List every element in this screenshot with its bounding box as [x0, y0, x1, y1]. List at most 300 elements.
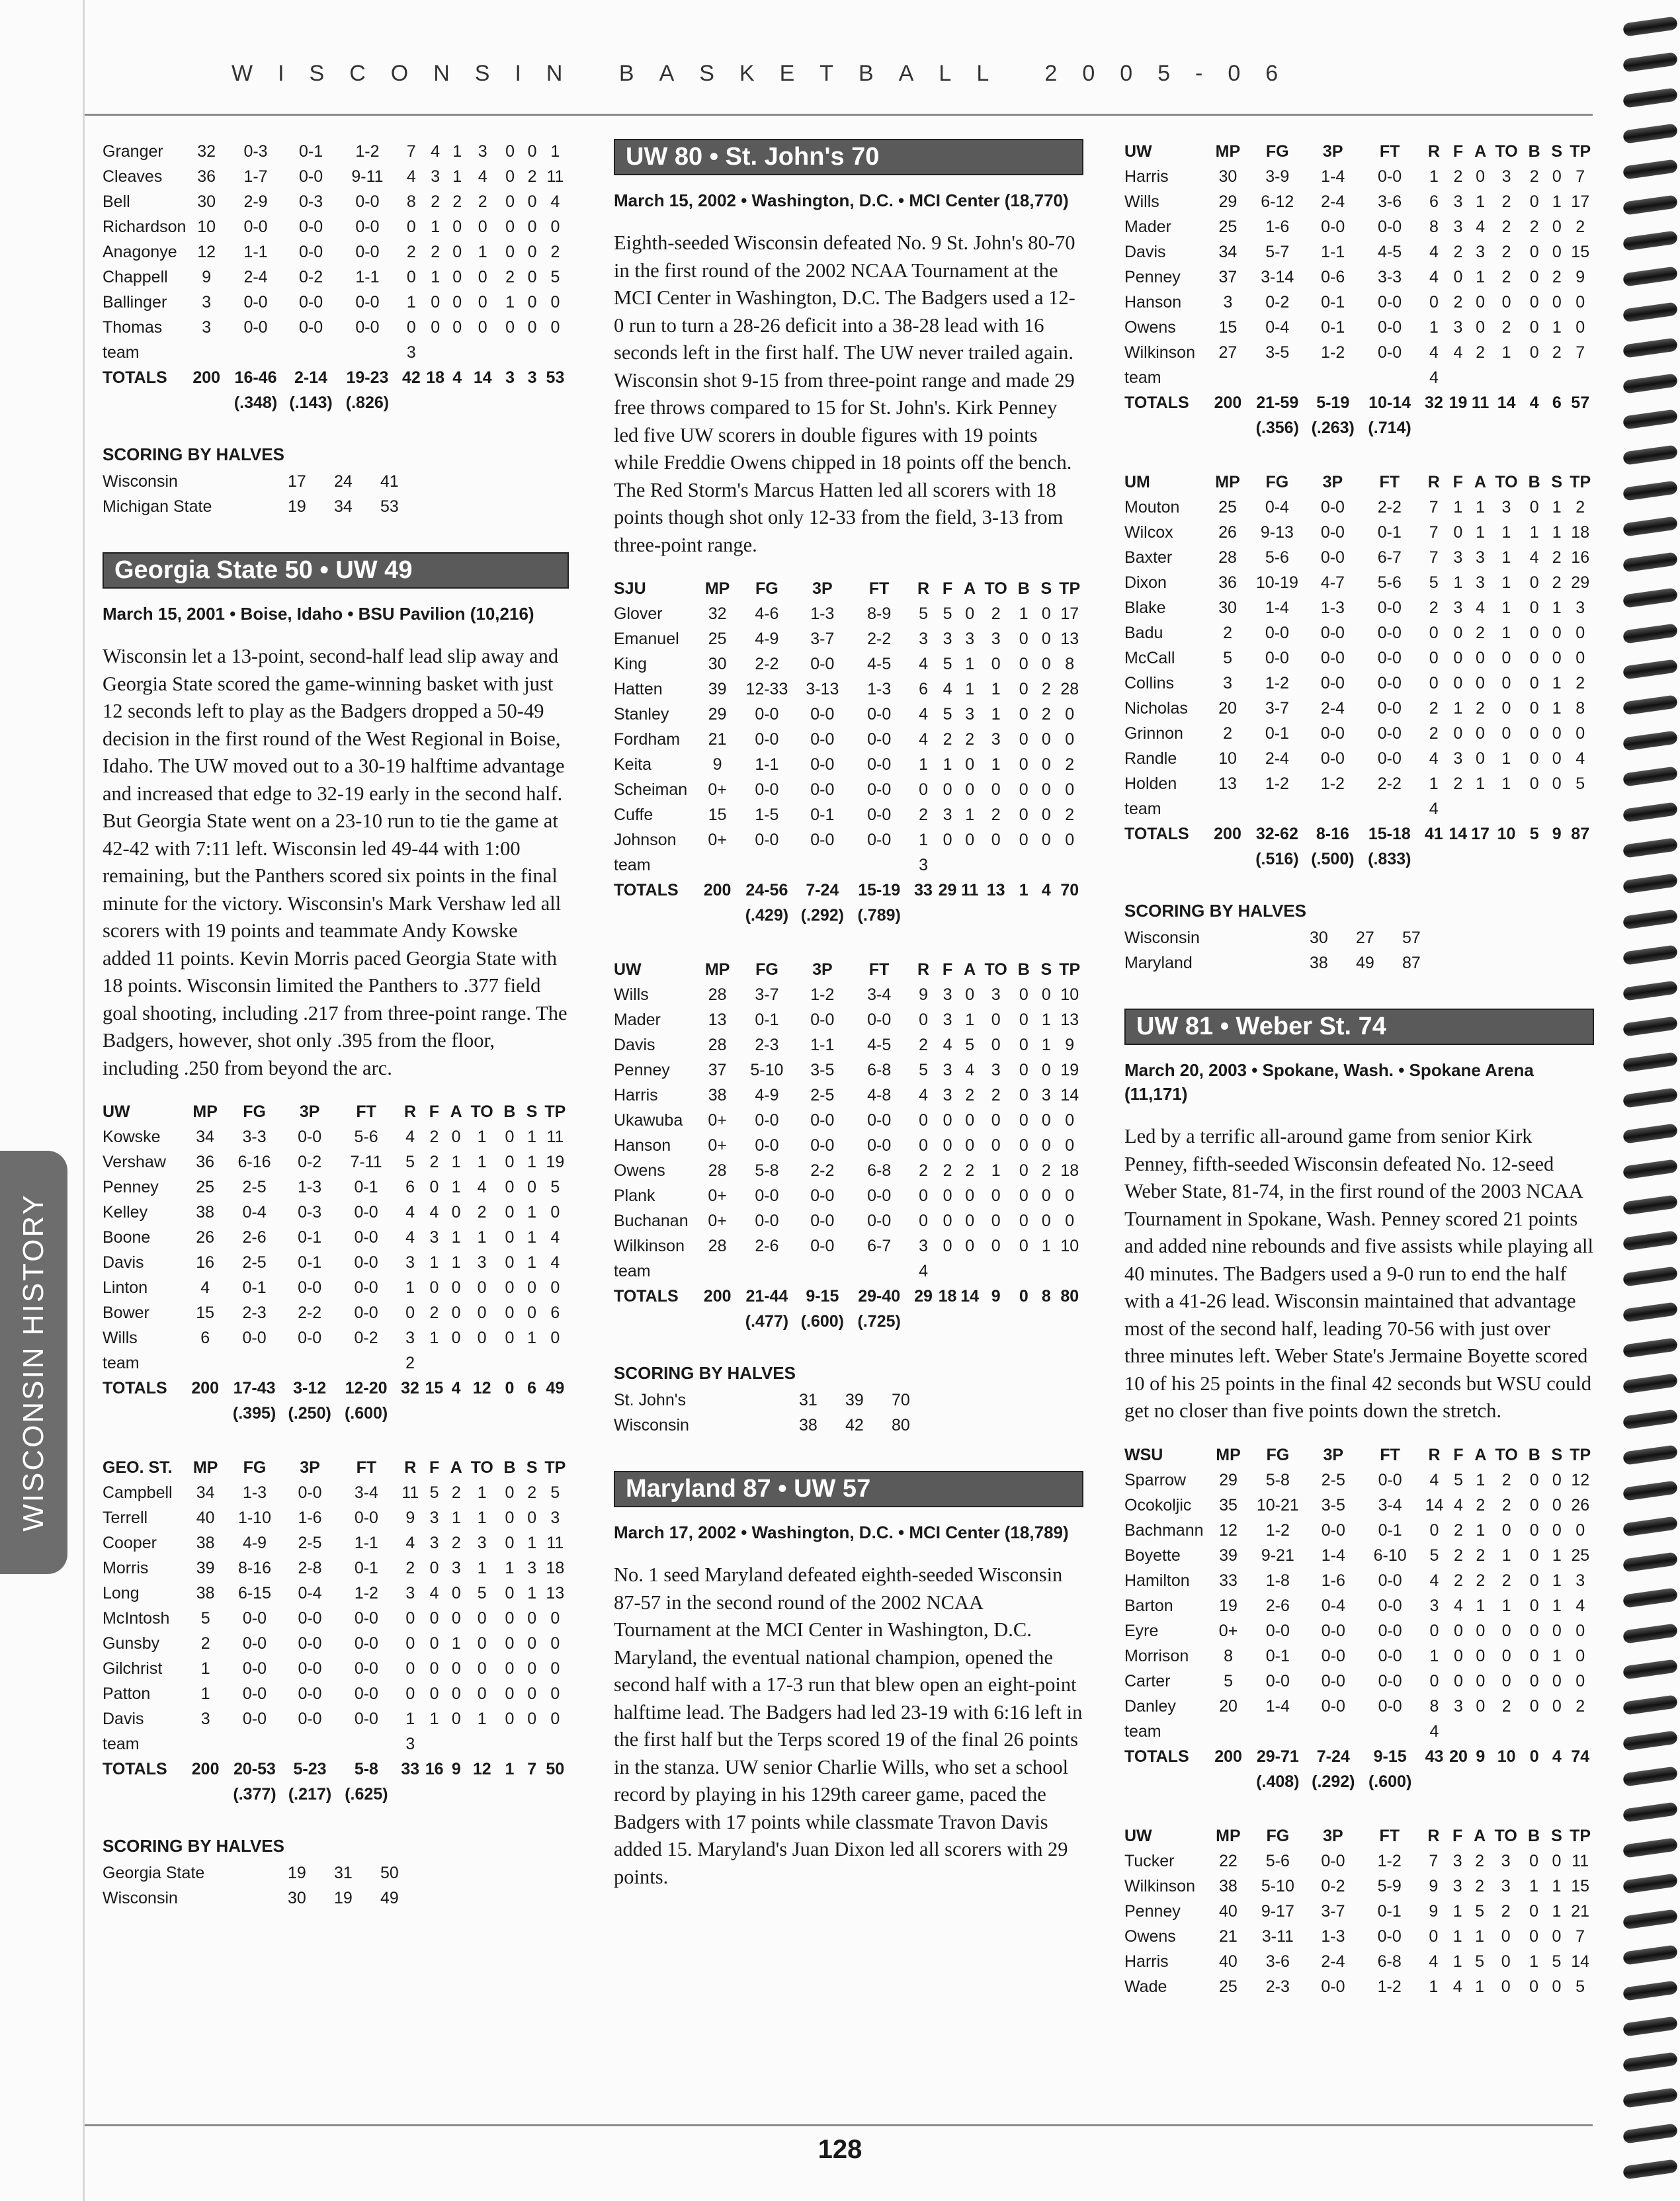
stat-cell: 3: [919, 1237, 928, 1255]
stat-cell: 0: [943, 1237, 952, 1255]
stat-cell: 6: [919, 680, 928, 698]
stat-cell: 0: [1575, 649, 1585, 667]
stat-cell: 2: [1575, 498, 1585, 517]
stat-cell: 1: [505, 293, 515, 311]
stat-cell: 0-0: [1265, 1671, 1290, 1690]
stat-cell: 11: [546, 1534, 564, 1552]
totals-cell: 5-19: [1316, 394, 1350, 412]
half-score: 19: [288, 497, 306, 516]
player-name: Davis: [614, 1036, 655, 1054]
stat-cell: 0: [527, 142, 537, 161]
stat-cell: 0: [1529, 599, 1539, 617]
stat-cell: 29: [1218, 192, 1238, 211]
stat-cell: 2: [1041, 705, 1051, 724]
stat-cell: 1: [451, 1228, 461, 1247]
stat-cell: 2: [550, 243, 560, 261]
totals-cell: 3: [505, 368, 515, 387]
column-header: FT: [868, 579, 890, 598]
player-name: Barton: [1124, 1596, 1173, 1615]
player-name: Randle: [1124, 749, 1177, 768]
stat-cell: 28: [708, 1237, 727, 1255]
column-header: FT: [868, 960, 890, 979]
stat-cell: 1: [429, 1710, 439, 1728]
stat-cell: 1: [1429, 167, 1439, 186]
stat-cell: 5: [1475, 1952, 1485, 1971]
half-score: 38: [1310, 954, 1328, 972]
column-header: FT: [1379, 473, 1400, 491]
stat-cell: 2: [1529, 167, 1539, 186]
stat-cell: 1: [1529, 1952, 1539, 1971]
stat-cell: 0-0: [1377, 749, 1402, 768]
stat-cell: 9: [1429, 1876, 1439, 1895]
totals-cell: 17-43: [233, 1379, 276, 1397]
stat-cell: 0: [1552, 167, 1562, 186]
column-header: FG: [1266, 1445, 1290, 1464]
stat-cell: 0-0: [810, 1186, 835, 1205]
stat-cell: [1566, 796, 1594, 821]
totals-cell: 12: [472, 1379, 491, 1397]
player-name: Tucker: [1124, 1851, 1175, 1870]
stat-cell: [467, 1731, 497, 1757]
stat-cell: 4-7: [1320, 573, 1345, 592]
stat-cell: 0-0: [1265, 649, 1289, 667]
stat-cell: 0: [1041, 755, 1051, 774]
stat-cell: 0-0: [810, 755, 835, 774]
stat-cell: [284, 1731, 335, 1757]
stat-cell: 3-6: [1265, 1952, 1290, 1971]
stat-cell: 0: [1019, 806, 1029, 824]
stat-cell: 0: [1019, 1111, 1029, 1130]
table-row: [103, 1124, 569, 1149]
stat-cell: 6-15: [237, 1584, 271, 1602]
stat-cell: 1: [452, 142, 462, 161]
totals-cell: 200: [1214, 1747, 1242, 1766]
stat-cell: 18: [546, 1559, 565, 1577]
stat-cell: 0-0: [810, 780, 835, 799]
player-name: Penney: [1124, 1901, 1181, 1921]
table-row: [614, 1259, 1083, 1284]
section-tab-label: WISCONSIN HISTORY: [17, 1193, 50, 1532]
stat-cell: 0: [1552, 749, 1562, 768]
table-row: [103, 214, 569, 239]
stat-cell: 0-1: [242, 1278, 267, 1297]
column-header: FG: [755, 960, 778, 979]
game-banner: UW 81 • Weber St. 74: [1124, 1009, 1594, 1045]
box-score-table: [614, 957, 1083, 1334]
spiral-ring: [1622, 1194, 1678, 1215]
stat-cell: 34: [196, 1483, 215, 1502]
stat-cell: 14: [1425, 1495, 1444, 1515]
totals-cell: 33: [914, 881, 933, 899]
spiral-ring: [1622, 2052, 1678, 2072]
stat-cell: 0-1: [354, 1559, 378, 1577]
stat-cell: 13: [546, 1584, 565, 1602]
stat-cell: 0-0: [298, 318, 323, 337]
stat-cell: 2-3: [755, 1036, 779, 1054]
stat-cell: 2-6: [242, 1228, 267, 1247]
stat-cell: [284, 1350, 335, 1376]
spiral-ring: [1622, 194, 1678, 215]
stat-cell: 2: [943, 1161, 952, 1180]
stat-cell: 3-7: [755, 985, 779, 1004]
table-row: [1124, 595, 1594, 620]
stat-cell: 1-8: [1265, 1571, 1290, 1590]
stat-cell: 26: [196, 1228, 215, 1247]
stat-cell: 0: [429, 1634, 439, 1653]
stat-cell: 0-0: [242, 1609, 267, 1628]
stat-cell: 14: [1060, 1086, 1079, 1104]
half-score: 53: [380, 497, 399, 516]
player-name: Patton: [103, 1684, 151, 1703]
stat-cell: 4: [1429, 1470, 1439, 1489]
column-header: S: [1551, 473, 1563, 491]
player-name: Morrison: [1124, 1646, 1189, 1665]
stat-cell: 4: [1575, 749, 1585, 768]
spiral-ring: [1622, 516, 1678, 536]
stat-cell: 10: [1060, 1237, 1079, 1255]
uw-box-score: [1124, 1823, 1594, 1999]
player-name: Ballinger: [103, 293, 167, 311]
table-row: [1124, 620, 1594, 645]
stat-cell: 0: [1041, 780, 1051, 799]
half-score: 38: [799, 1416, 818, 1434]
stat-cell: 0: [1041, 985, 1051, 1004]
stat-cell: 4: [406, 167, 416, 186]
team-name: Georgia State: [103, 1864, 205, 1882]
stat-cell: [958, 852, 981, 878]
stat-cell: 0-0: [810, 1111, 835, 1130]
spiral-ring: [1622, 552, 1678, 572]
stat-cell: [1359, 365, 1421, 390]
stat-cell: 0-0: [1321, 1621, 1345, 1640]
player-name: Fordham: [614, 730, 681, 749]
stat-cell: 39: [708, 680, 727, 698]
stat-cell: 2: [1552, 268, 1562, 286]
player-name: Long: [103, 1584, 140, 1602]
stat-cell: 2: [1454, 1571, 1463, 1590]
stat-cell: 2: [405, 1559, 415, 1577]
stat-cell: 3: [943, 1061, 952, 1079]
column-header: FG: [243, 1458, 267, 1477]
table-row: [103, 164, 569, 189]
stat-cell: 2: [478, 192, 487, 211]
stat-cell: 0: [405, 1684, 415, 1703]
stat-cell: 1: [1552, 1596, 1562, 1615]
totals-label: TOTALS: [614, 881, 679, 899]
stat-cell: 0: [478, 318, 487, 337]
stat-cell: 1-3: [867, 680, 892, 698]
stat-cell: 3-5: [1321, 1495, 1345, 1515]
spiral-ring: [1622, 266, 1678, 286]
box-score-table: [1124, 139, 1594, 440]
stat-cell: 3: [1453, 218, 1463, 236]
stat-cell: 20: [1218, 699, 1237, 718]
stat-cell: 33: [1219, 1571, 1238, 1590]
stat-cell: 0: [527, 268, 537, 286]
stat-cell: 3: [1453, 548, 1463, 567]
stat-cell: [1469, 796, 1491, 821]
stat-cell: 5: [200, 1609, 210, 1628]
totals-cell: 5-8: [354, 1760, 378, 1778]
stat-cell: [1447, 796, 1469, 821]
stat-cell: 0: [1529, 293, 1539, 311]
spiral-ring: [1622, 1980, 1678, 2001]
game-story: Wisconsin let a 13-point, second-half lead slip away and Georgia State scored the game-winning basket with just 12 seconds left to play as the Badgers dropped a 50-49 decision in the first round of the West Regional in Boise, Idaho. The UW moved out to a 30-19 halftime advantage and increased that edge to 32-19 early in the second half. But Georgia State went on a 23-10 run to tie the game at 42-42 with 7:11 left. Wisconsin led 49-44 with 1:00 remaining, but the Panthers scored six points in the final minute for the victory. Wisconsin's Mark Vershaw led all scorers with 19 points and teammate Andy Kowske added 11 points. Kevin Morris paced Georgia State with 18 points. Wisconsin limited the Panthers to .377 field goal shooting, including .217 from three-point range. The Badgers, however, shot only .395 from the floor, including .250 from beyond the arc.: [103, 645, 567, 1079]
stat-cell: 0-2: [298, 268, 323, 286]
stat-cell: 0-0: [354, 1278, 378, 1297]
stat-cell: 1: [451, 1509, 461, 1527]
stat-cell: 4: [1429, 1952, 1439, 1971]
stat-cell: 0: [1041, 1061, 1051, 1079]
stat-cell: [468, 340, 497, 365]
table-row: [1124, 1719, 1594, 1744]
spiral-ring: [1622, 1052, 1678, 1072]
stat-cell: [445, 1350, 467, 1376]
table-row: [614, 752, 1083, 777]
player-name: team: [103, 1354, 140, 1372]
stat-cell: 0: [477, 1329, 487, 1347]
stat-cell: 3: [550, 1509, 560, 1527]
stat-cell: 4: [405, 1128, 415, 1146]
page-edge: [83, 0, 85, 2201]
column-header: MP: [1215, 473, 1240, 491]
stat-cell: [1247, 365, 1308, 390]
stat-cell: 2: [1223, 724, 1232, 743]
stat-cell: 8-16: [237, 1559, 271, 1577]
team-header: UM: [1124, 473, 1150, 491]
stat-cell: 3-13: [806, 680, 839, 698]
stat-cell: 0: [1476, 649, 1485, 667]
stat-cell: 0: [1019, 985, 1029, 1004]
totals-cell: 200: [191, 1760, 220, 1778]
player-name: Wilkinson: [1124, 1876, 1195, 1895]
stat-cell: 1: [1429, 774, 1439, 793]
table-row: [103, 315, 569, 340]
table-row: [1124, 1518, 1594, 1543]
player-name: Wade: [1124, 1977, 1167, 1996]
stat-cell: 0: [505, 1584, 515, 1602]
percentage-cell: (.292): [1312, 1772, 1355, 1791]
spiral-ring: [1622, 1802, 1678, 1822]
spiral-ring: [1622, 766, 1678, 786]
stat-cell: [1547, 365, 1566, 390]
stat-cell: 1: [200, 1684, 210, 1703]
stat-cell: 0-0: [1320, 674, 1345, 692]
stat-cell: 0: [1552, 649, 1562, 667]
stat-cell: 9: [405, 1509, 415, 1527]
stat-cell: 14: [1571, 1952, 1590, 1971]
percentage-cell: (.789): [857, 906, 901, 925]
stat-cell: 13: [1218, 774, 1237, 793]
stat-cell: 0: [1065, 831, 1075, 849]
percentage-cell: (.477): [745, 1312, 789, 1331]
stat-cell: 1: [1476, 1520, 1486, 1540]
percentage-cell: (.395): [232, 1404, 276, 1423]
stat-cell: 0: [919, 1011, 928, 1029]
stat-cell: 1-2: [1321, 343, 1345, 362]
stat-cell: 0-0: [354, 1609, 378, 1628]
player-name: Bell: [103, 192, 130, 211]
stat-cell: 0: [1529, 268, 1539, 286]
stat-cell: 1: [527, 1203, 537, 1222]
stat-cell: 0: [451, 1584, 461, 1602]
stat-cell: 3-3: [242, 1128, 267, 1146]
stat-cell: 0: [1501, 649, 1511, 667]
stat-cell: 0: [527, 293, 537, 311]
stat-cell: 1: [477, 1710, 487, 1728]
stat-cell: 0: [550, 1659, 560, 1678]
team-header: WSU: [1124, 1445, 1163, 1464]
stat-cell: 0: [1529, 1901, 1539, 1921]
stat-cell: 2: [431, 192, 441, 211]
stat-cell: 0-0: [1377, 674, 1402, 692]
stat-cell: 12: [1571, 1470, 1590, 1489]
stat-cell: 0: [1041, 730, 1051, 749]
stat-cell: 0-0: [242, 1634, 267, 1653]
stat-cell: 1: [1476, 268, 1486, 286]
stat-cell: 0: [1552, 293, 1562, 311]
stat-cell: 19: [1060, 1061, 1079, 1079]
stat-cell: 1-3: [1320, 599, 1345, 617]
stat-cell: 0: [505, 1203, 515, 1222]
table-row: [1124, 1694, 1594, 1719]
stat-cell: 2: [1453, 293, 1463, 311]
stat-cell: 0-0: [1378, 1470, 1402, 1489]
stat-cell: 0-0: [755, 1111, 779, 1130]
stat-cell: 2: [451, 1534, 461, 1552]
stat-cell: 2-2: [867, 630, 892, 648]
stat-cell: 4-9: [755, 630, 779, 648]
stat-cell: 4-9: [242, 1534, 267, 1552]
stat-cell: 0-1: [298, 1228, 322, 1247]
table-row: [103, 265, 569, 290]
stat-cell: 0: [991, 1011, 1001, 1029]
stat-cell: 1-2: [1265, 774, 1289, 793]
stat-cell: [523, 340, 542, 365]
stat-cell: 9: [1065, 1036, 1075, 1054]
totals-cell: 19-23: [346, 368, 389, 387]
game-story: No. 1 seed Maryland defeated eighth-seeded Wisconsin 87-57 in the second round of the 2002 NCAA Tournament at the MCI Center in Washington, D.C. Maryland, the eventual national champion, opened the second half with a 17-3 run that blew open an eight-point halftime lead. The Badgers had led 23-19 with 6:16 left in the first half but the Terps scored 19 of the final 26 points in the stanza. UW senior Charlie Wills, who set a school record by playing in his 129th career game, paced the Badgers with 17 points while classmate Travon Davis added 15. Maryland's Juan Dixon led all scorers with 29 points.: [614, 1563, 1083, 1888]
stat-cell: 3-5: [1265, 343, 1290, 362]
stat-cell: 1-1: [243, 243, 268, 261]
stat-cell: 0: [452, 243, 462, 261]
stat-cell: 32: [197, 142, 216, 161]
stat-cell: 0: [405, 1659, 415, 1678]
stat-cell: [937, 1259, 959, 1284]
stat-cell: [335, 1731, 398, 1757]
stat-cell: 0: [991, 831, 1001, 849]
half-score: 30: [288, 1889, 306, 1907]
stat-cell: [1566, 1719, 1594, 1744]
column-header: F: [1452, 142, 1464, 161]
stat-cell: 5: [550, 1483, 560, 1502]
spiral-ring: [1622, 444, 1678, 465]
player-name: Mouton: [1124, 498, 1180, 517]
stat-cell: 7: [1575, 343, 1585, 362]
totals-cell: 42: [401, 368, 421, 387]
stat-cell: 18: [1060, 1161, 1079, 1180]
stat-cell: 0-3: [298, 1203, 322, 1222]
stat-cell: 1-4: [1321, 1546, 1345, 1565]
stat-cell: 12: [1219, 1520, 1238, 1540]
half-score: 19: [334, 1889, 353, 1907]
half-score: 27: [1356, 929, 1374, 947]
stat-cell: 3: [919, 630, 928, 648]
table-row: [1124, 1848, 1594, 1874]
table-row: [1124, 520, 1594, 545]
stat-cell: 0: [1552, 1495, 1562, 1515]
halves-row: [103, 1860, 427, 1886]
table-row: [1124, 746, 1594, 771]
column-header: B: [1528, 473, 1540, 491]
player-name: Wilkinson: [614, 1237, 685, 1255]
stat-cell: [446, 340, 468, 365]
team-header: UW: [103, 1102, 130, 1121]
stat-cell: 0: [505, 1710, 515, 1728]
stat-cell: [542, 340, 569, 365]
totals-cell: 0: [505, 1379, 515, 1397]
table-row: [1124, 1593, 1594, 1618]
team-header: GEO. ST.: [103, 1458, 173, 1477]
stat-cell: 1: [1529, 1876, 1539, 1895]
stat-cell: [225, 1731, 284, 1757]
half-score: 31: [799, 1391, 818, 1409]
spiral-ring: [1622, 159, 1678, 179]
stat-cell: 0-0: [1378, 1646, 1402, 1665]
column-header: TO: [1495, 473, 1518, 491]
totals-cell: 43: [1425, 1747, 1444, 1766]
column-header: B: [503, 1102, 516, 1121]
stat-cell: 5-7: [1265, 243, 1290, 261]
player-name: Davis: [103, 1710, 144, 1728]
stat-cell: 4: [1429, 268, 1439, 286]
totals-cell: 3-12: [293, 1379, 327, 1397]
totals-cell: 11: [960, 881, 979, 899]
table-row: [1124, 1468, 1594, 1493]
column-header: TO: [984, 960, 1007, 979]
stat-cell: 2: [200, 1634, 210, 1653]
stat-cell: 0: [1552, 1977, 1562, 1996]
stat-cell: 2: [1575, 674, 1585, 692]
totals-row: [1124, 390, 1594, 415]
stat-cell: 0-0: [810, 730, 835, 749]
stat-cell: 0: [1429, 293, 1439, 311]
player-name: Holden: [1124, 774, 1177, 793]
stat-cell: 1-2: [1265, 1520, 1290, 1540]
stat-cell: 2: [1501, 1470, 1511, 1489]
stat-cell: 0: [1476, 749, 1485, 768]
stat-cell: 2: [1429, 724, 1439, 743]
percentage-row: [1124, 415, 1594, 440]
stat-cell: 0: [1529, 243, 1539, 261]
stat-cell: 0-2: [1265, 293, 1290, 311]
stat-cell: 0: [505, 1329, 515, 1347]
stat-cell: 1: [1552, 599, 1562, 617]
stat-cell: [1308, 365, 1359, 390]
stat-cell: 0: [1041, 1111, 1051, 1130]
stat-cell: 3: [965, 630, 975, 648]
table-row: [103, 1225, 569, 1250]
totals-cell: 33: [401, 1760, 420, 1778]
stat-cell: 1-2: [354, 1584, 378, 1602]
totals-cell: 80: [1060, 1287, 1079, 1306]
stat-cell: 0: [1575, 318, 1585, 337]
stat-cell: [1547, 1719, 1566, 1744]
stat-cell: 0-0: [1377, 724, 1402, 743]
stat-cell: 1: [1452, 1927, 1462, 1946]
stat-cell: 4-6: [755, 604, 779, 623]
stat-cell: 0-4: [298, 1584, 322, 1602]
